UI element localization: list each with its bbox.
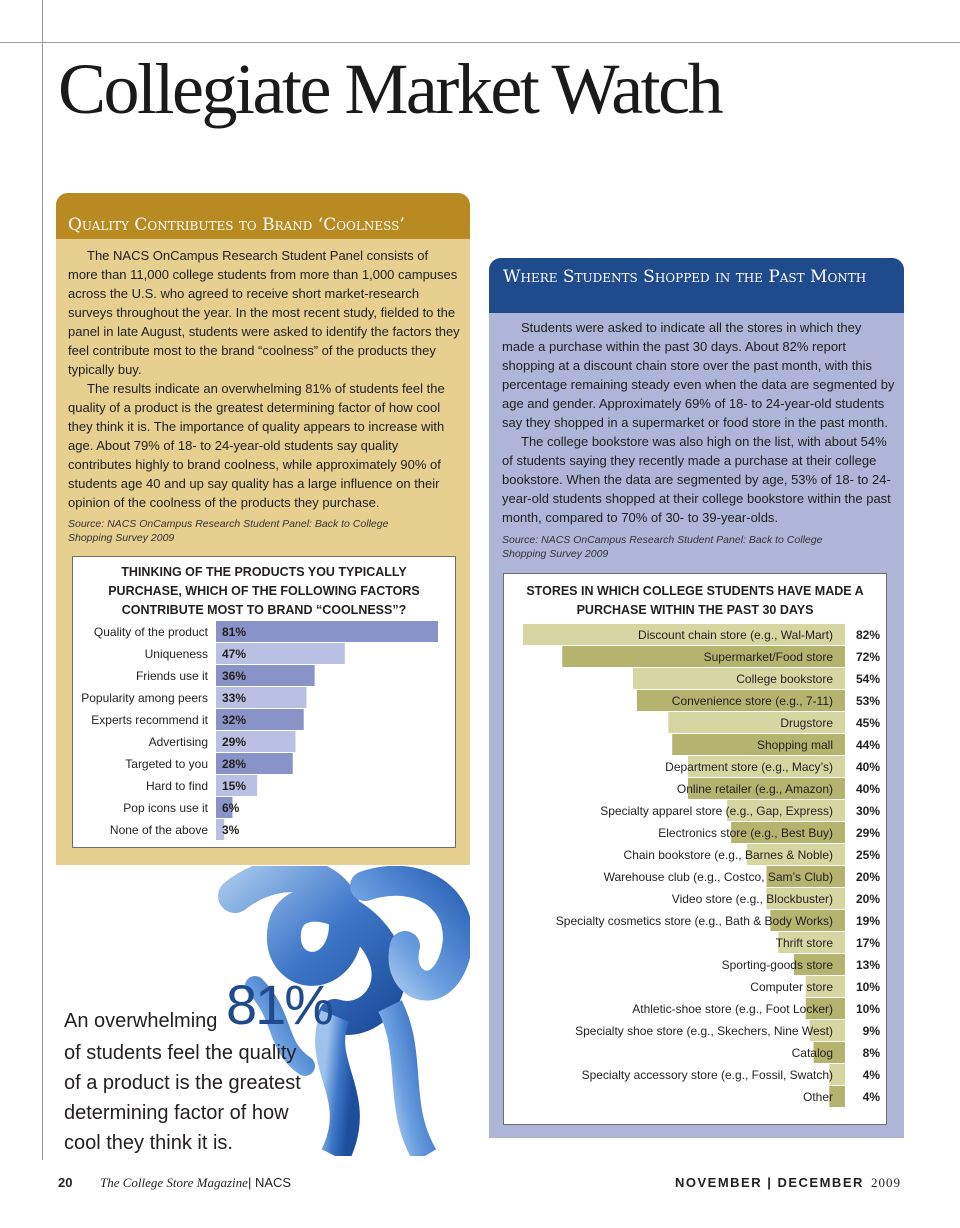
coolness-value-label: 15% — [222, 779, 247, 793]
quality-paragraph-2: The results indicate an overwhelming 81% of students feel the quality of a product is the greatest determining factor of how cool they think it is. The importance of quality appears to increase with age. About 79% of 18- to 24-year-old students say quality contributes highly to brand coolness, while approximately 90% of students age 40 and up say quality has a large influence on their opinion of the coolness of the products they purchase. — [68, 381, 445, 510]
store-category-label: Convenience store (e.g., 7-11) — [671, 694, 833, 708]
store-category-label: Chain bookstore (e.g., Barnes & Noble) — [623, 848, 833, 862]
store-value-label: 54% — [855, 672, 880, 686]
store-category-label: Computer store — [750, 980, 833, 994]
quality-article — [68, 246, 460, 512]
store-category-label: Athletic-shoe store (e.g., Foot Locker) — [632, 1002, 833, 1016]
coolness-chart-title: THINKING OF THE PRODUCTS YOU TYPICALLY PURCHASE, WHICH OF THE FOLLOWING FACTORS CONTRIBUTE MOST TO BRAND “COOLNESS”? — [108, 565, 420, 617]
stores-article — [502, 318, 896, 527]
stores-panel-header — [489, 258, 904, 313]
store-category-label: Video store (e.g., Blockbuster) — [671, 892, 833, 906]
left-rule — [42, 0, 43, 1160]
stores-chart — [503, 573, 887, 1125]
coolness-category-label: Advertising — [148, 735, 208, 749]
coolness-value-label: 6% — [222, 801, 240, 815]
stores-panel-heading: Where Students Shopped in the Past Month — [503, 267, 867, 287]
store-value-label: 17% — [855, 936, 880, 950]
store-value-label: 40% — [855, 782, 880, 796]
coolness-category-label: None of the above — [109, 823, 208, 837]
coolness-category-label: Popularity among peers — [81, 691, 208, 705]
issue-date: NOVEMBER | DECEMBER — [675, 1175, 864, 1190]
store-value-label: 40% — [855, 760, 880, 774]
store-category-label: Supermarket/Food store — [703, 650, 833, 664]
quality-panel-heading: Quality Contributes to Brand ‘Coolness’ — [68, 215, 405, 235]
coolness-category-label: Uniqueness — [144, 647, 208, 661]
store-category-label: Discount chain store (e.g., Wal-Mart) — [638, 628, 833, 642]
store-value-label: 20% — [855, 892, 880, 906]
store-category-label: Specialty apparel store (e.g., Gap, Express) — [600, 804, 833, 818]
coolness-value-label: 47% — [222, 647, 247, 661]
store-value-label: 8% — [862, 1046, 880, 1060]
stores-paragraph-1: Students were asked to indicate all the stores in which they made a purchase within the past 30 days. About 82% report shopping at a discount chain store over the past month, with this percentage remaining steady even when the data are segmented by age and gender. Approximately 69% of 18- to 24-year-old students say they shopped in a supermarket or food store in the past month. — [502, 320, 895, 430]
store-category-label: Warehouse club (e.g., Costco, Sam’s Club) — [603, 870, 833, 884]
stores-paragraph-2: The college bookstore was also high on the list, with about 54% of students saying they recently made a purchase at their college bookstore. When the data are segmented by age, 53% of 18- to 24-year-old students shopped at their college bookstore within the past month, compared to 70% of 30- to 39-year-olds. — [502, 434, 891, 525]
coolness-category-label: Targeted to you — [125, 757, 208, 771]
top-rule — [0, 42, 960, 43]
store-value-label: 25% — [855, 848, 880, 862]
coolness-category-label: Pop icons use it — [123, 801, 208, 815]
coolness-value-label: 32% — [222, 713, 247, 727]
pull-quote-text: of students feel the quality of a product is the greatest determining factor of how cool they think it is. — [64, 1042, 301, 1154]
store-category-label: Department store (e.g., Macy’s) — [665, 760, 833, 774]
store-value-label: 4% — [862, 1090, 880, 1104]
coolness-value-label: 3% — [222, 823, 240, 837]
store-category-label: College bookstore — [736, 672, 833, 686]
store-value-label: 19% — [855, 914, 880, 928]
store-category-label: Sporting-goods store — [721, 958, 833, 972]
coolness-value-label: 28% — [222, 757, 247, 771]
issue-year: 2009 — [871, 1175, 901, 1190]
store-value-label: 4% — [862, 1068, 880, 1082]
pull-quote-figure: 81% — [226, 973, 333, 1036]
store-category-label: Specialty cosmetics store (e.g., Bath & Body Works) — [555, 914, 833, 928]
coolness-category-label: Hard to find — [145, 779, 208, 793]
store-category-label: Specialty shoe store (e.g., Skechers, Nine West) — [575, 1024, 833, 1038]
coolness-value-label: 81% — [222, 625, 247, 639]
store-category-label: Drugstore — [780, 716, 833, 730]
coolness-category-label: Quality of the product — [93, 625, 208, 639]
coolness-value-label: 36% — [222, 669, 247, 683]
magazine-org: | NACS — [248, 1175, 292, 1190]
store-value-label: 45% — [855, 716, 880, 730]
store-value-label: 44% — [855, 738, 880, 752]
store-value-label: 13% — [855, 958, 880, 972]
stores-chart-plot — [504, 574, 888, 1126]
store-category-label: Online retailer (e.g., Amazon) — [676, 782, 833, 796]
store-value-label: 29% — [855, 826, 880, 840]
store-category-label: Shopping mall — [756, 738, 833, 752]
store-value-label: 53% — [855, 694, 880, 708]
store-category-label: Thrift store — [775, 936, 833, 950]
page-number: 20 — [58, 1175, 73, 1190]
store-category-label: Catalog — [791, 1046, 833, 1060]
stores-chart-title: STORES IN WHICH COLLEGE STUDENTS HAVE MADE A PURCHASE WITHIN THE PAST 30 DAYS — [526, 584, 864, 617]
masthead-title: Collegiate Market Watch — [58, 49, 722, 129]
pull-quote-lead: An overwhelming — [64, 1010, 218, 1032]
coolness-category-label: Experts recommend it — [91, 713, 208, 727]
quality-source: Source: NACS OnCampus Research Student Panel: Back to College Shopping Survey 2009 — [68, 518, 389, 544]
stores-source: Source: NACS OnCampus Research Student Panel: Back to College Shopping Survey 2009 — [502, 534, 823, 560]
magazine-name: The College Store Magazine — [100, 1175, 248, 1190]
store-category-label: Specialty accessory store (e.g., Fossil, Swatch) — [581, 1068, 833, 1082]
store-value-label: 9% — [862, 1024, 880, 1038]
store-value-label: 30% — [855, 804, 880, 818]
coolness-value-label: 29% — [222, 735, 247, 749]
store-category-label: Other — [802, 1090, 833, 1104]
quality-panel-header — [56, 193, 470, 239]
coolness-bar — [216, 621, 438, 642]
store-value-label: 10% — [855, 1002, 880, 1016]
store-value-label: 82% — [855, 628, 880, 642]
coolness-value-label: 33% — [222, 691, 247, 705]
quality-paragraph-1: The NACS OnCampus Research Student Panel consists of more than 11,000 college students from more than 1,000 campuses across the U.S. who agreed to receive short market-research surveys throughout the year. In the most recent study, fielded to the panel in late August, students were asked to identify the factors they feel contribute most to the brand “coolness” of the products they typically buy. — [68, 248, 460, 377]
store-value-label: 20% — [855, 870, 880, 884]
coolness-chart-plot — [73, 557, 457, 849]
coolness-chart — [72, 556, 456, 848]
coolness-category-label: Friends use it — [135, 669, 208, 683]
store-value-label: 72% — [855, 650, 880, 664]
store-category-label: Electronics store (e.g., Best Buy) — [658, 826, 833, 840]
store-value-label: 10% — [855, 980, 880, 994]
